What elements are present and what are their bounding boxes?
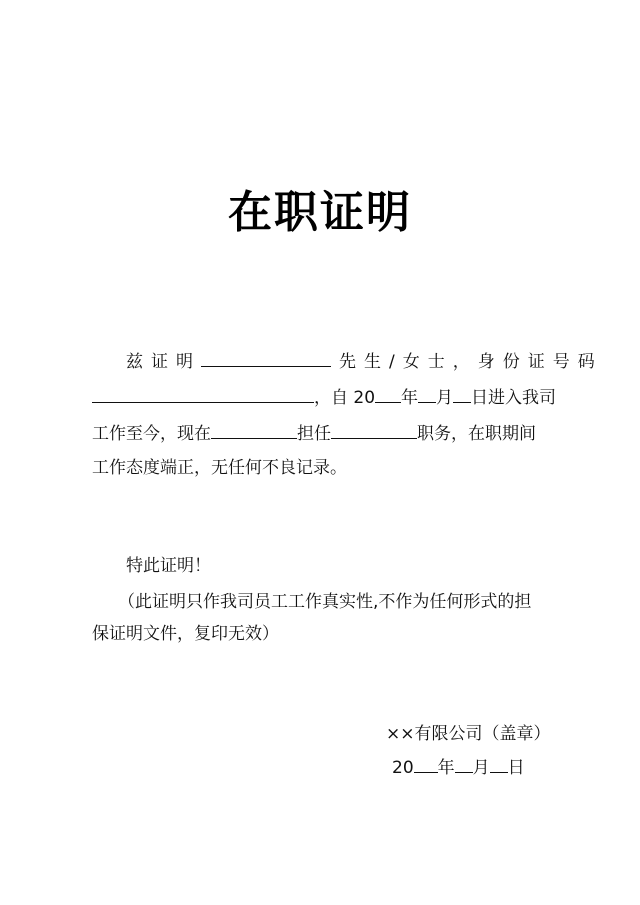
sign-month-blank[interactable] xyxy=(455,756,473,773)
work-until-now-text: 工作至今，现在 xyxy=(92,424,211,444)
month-text: 月 xyxy=(436,388,454,408)
date-century: 20 xyxy=(392,758,414,778)
body-line-2 xyxy=(92,386,556,410)
day-blank[interactable] xyxy=(453,386,471,403)
gender-id-text: 先生/女士，身份证号码 xyxy=(339,352,603,372)
year-blank[interactable] xyxy=(375,386,401,403)
duty-text: 职务，在职期间 xyxy=(417,424,536,444)
closing-text: 特此证明！ xyxy=(126,556,211,576)
body-line-4: 工作态度端正，无任何不良记录。 xyxy=(92,458,347,478)
since-text: ，自 20 xyxy=(314,388,376,408)
name-blank[interactable] xyxy=(201,350,331,367)
body-line-3 xyxy=(92,422,536,446)
month-blank[interactable] xyxy=(418,386,436,403)
id-number-blank[interactable] xyxy=(92,386,314,403)
sign-day-blank[interactable] xyxy=(490,756,508,773)
page-title: 在职证明 xyxy=(228,187,412,238)
position-blank[interactable] xyxy=(331,422,417,439)
joined-text: 日进入我司 xyxy=(471,388,557,408)
date-year-text: 年 xyxy=(437,758,455,778)
date-month-text: 月 xyxy=(472,758,490,778)
company-seal-text: ××有限公司（盖章） xyxy=(386,724,551,744)
sign-date xyxy=(392,756,525,780)
sign-year-blank[interactable] xyxy=(414,756,438,773)
body-line-1 xyxy=(126,350,603,374)
date-day-text: 日 xyxy=(507,758,525,778)
certify-text: 兹证明 xyxy=(126,352,201,372)
holds-text: 担任 xyxy=(297,424,331,444)
department-blank[interactable] xyxy=(211,422,297,439)
year-text: 年 xyxy=(401,388,419,408)
note-line-1: （此证明只作我司员工工作真实性,不作为任何形式的担 xyxy=(118,592,532,612)
note-line-2: 保证明文件，复印无效） xyxy=(92,624,279,644)
